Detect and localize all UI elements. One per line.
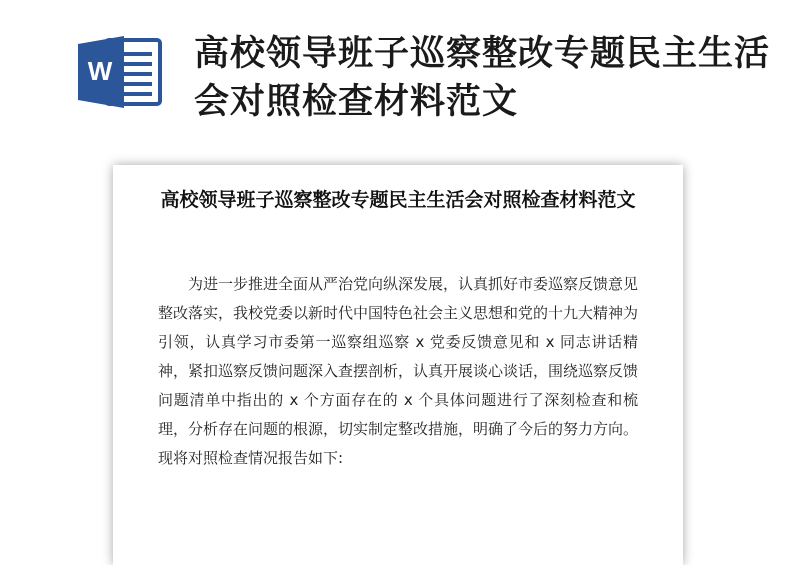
word-icon-letter: W (87, 56, 113, 86)
page-title: 高校领导班子巡察整改专题民主生活会对照检查材料范文 (194, 34, 771, 122)
header-banner (0, 0, 800, 150)
document-title: 高校领导班子巡察整改专题民主生活会对照检查材料范文 (160, 189, 636, 211)
word-document-icon (76, 34, 164, 110)
document-paragraph: 为进一步推进全面从严治党向纵深发展，认真抓好市委巡察反馈意见整改落实，我校党委以新时代中国特色社会主义思想和党的十九大精神为引领，认真学习市委第一巡察组巡察 x 党委反馈意见和 x 同志讲话精神，紧扣巡察反馈问题深入查摆剖析，认真开展谈心谈话，围绕巡察反馈问题清单中指出的 x 个方面存在的 x 个具体问题进行了深刻检查和梳理，分析存在问题的根源，切实制定整改措施，明确了今后的努力方向。现将对照检查情况报告如下: (158, 275, 639, 467)
document-page (113, 165, 683, 565)
